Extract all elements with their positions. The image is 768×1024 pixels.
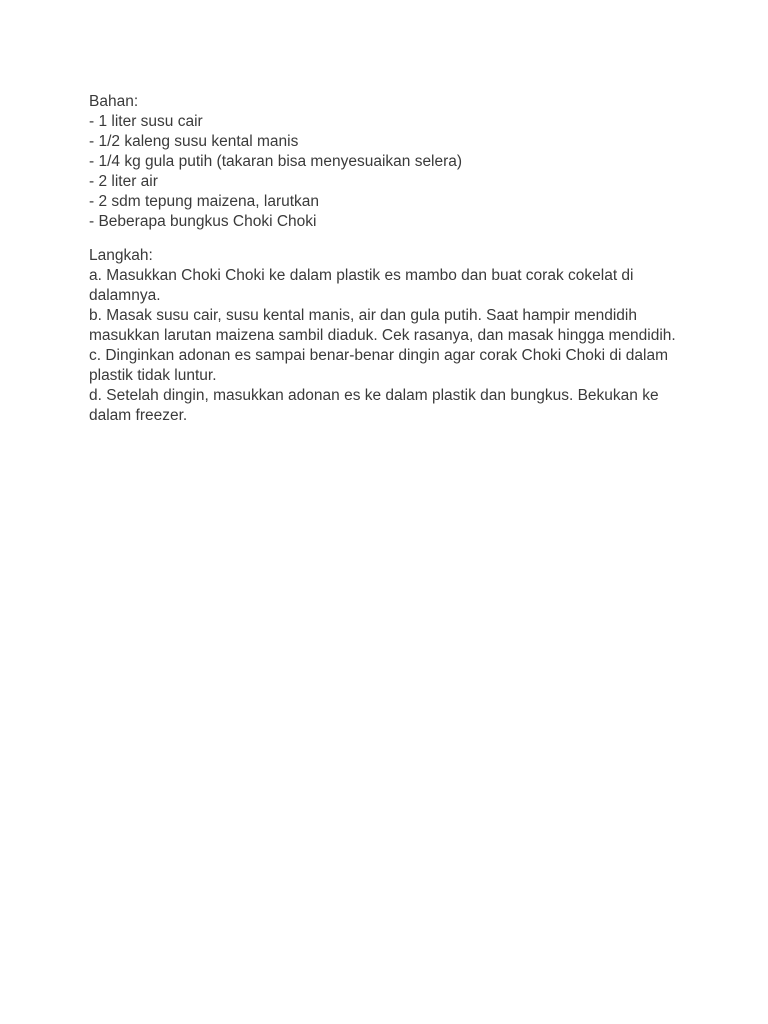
step-item: b. Masak susu cair, susu kental manis, air dan gula putih. Saat hampir mendidih masukkan larutan maizena sambil diaduk. Cek rasanya, dan masak hingga mendidih. (89, 307, 676, 344)
ingredient-item: - 1 liter susu cair (89, 113, 203, 130)
ingredient-item: - 1/2 kaleng susu kental manis (89, 133, 299, 150)
ingredients-section (89, 92, 689, 232)
ingredient-item: - 2 liter air (89, 173, 158, 190)
step-item: c. Dinginkan adonan es sampai benar-benar dingin agar corak Choki Choki di dalam plastik tidak luntur. (89, 347, 669, 384)
ingredient-item: - 2 sdm tepung maizena, larutkan (89, 193, 320, 210)
document-body (89, 92, 689, 426)
step-item: d. Setelah dingin, masukkan adonan es ke dalam plastik dan bungkus. Bekukan ke dalam freezer. (89, 387, 659, 424)
ingredients-heading: Bahan: (89, 93, 139, 110)
steps-heading: Langkah: (89, 247, 153, 264)
steps-section (89, 246, 689, 426)
step-item: a. Masukkan Choki Choki ke dalam plastik es mambo dan buat corak cokelat di dalamnya. (89, 267, 634, 304)
ingredient-item: - 1/4 kg gula putih (takaran bisa menyesuaikan selera) (89, 153, 463, 170)
ingredient-item: - Beberapa bungkus Choki Choki (89, 213, 317, 230)
